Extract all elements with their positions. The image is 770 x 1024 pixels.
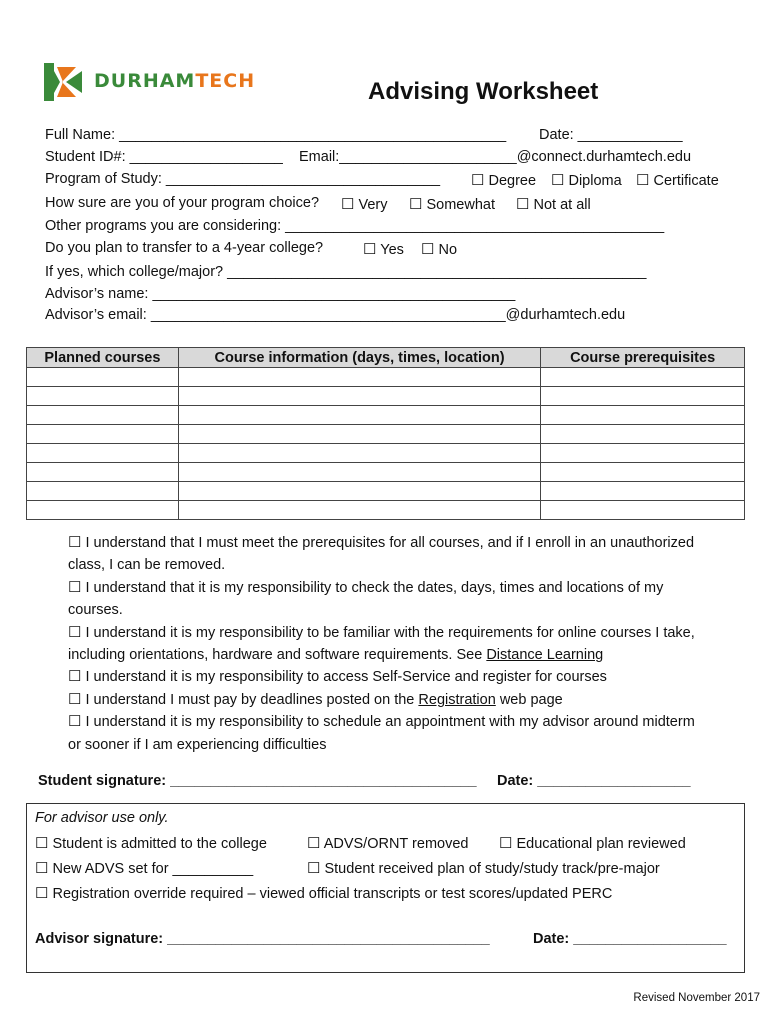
table-header-row — [27, 348, 745, 368]
program-degree-option[interactable] — [471, 171, 536, 189]
acknowledgement-text: I understand that it is my responsibility to check the dates, days, times and locations of my courses. — [68, 579, 664, 619]
acknowledgements — [68, 532, 708, 756]
column-header: Planned courses — [27, 348, 179, 368]
checkbox-icon[interactable]: ☐ — [35, 860, 49, 877]
student-id-field[interactable]: Student ID#: ___________________ — [45, 149, 283, 165]
table-cell[interactable] — [178, 387, 540, 406]
checkbox-icon[interactable]: ☐ — [409, 196, 423, 213]
table-cell[interactable] — [541, 406, 745, 425]
which-college-field[interactable]: If yes, which college/major? ____________________________________________________ — [45, 264, 647, 280]
table-cell[interactable] — [27, 406, 179, 425]
table-cell[interactable] — [541, 501, 745, 520]
checkbox-icon[interactable]: ☐ — [471, 172, 485, 189]
date-field[interactable]: Date: _____________ — [539, 127, 683, 143]
table-row — [27, 482, 745, 501]
checkbox-icon[interactable]: ☐ — [516, 196, 530, 213]
table-cell[interactable] — [541, 463, 745, 482]
table-cell[interactable] — [27, 482, 179, 501]
advisor-check-plan-reviewed[interactable] — [499, 834, 686, 852]
program-certificate-option[interactable] — [636, 171, 719, 189]
checkbox-icon[interactable]: ☐ — [68, 623, 82, 641]
option-label: ADVS/ORNT removed — [323, 836, 469, 852]
brand-name-tech: TECH — [195, 70, 256, 92]
checkbox-icon[interactable]: ☐ — [341, 196, 355, 213]
checkbox-icon[interactable]: ☐ — [307, 835, 321, 852]
table-row — [27, 444, 745, 463]
registration-link[interactable]: Registration — [418, 691, 496, 708]
acknowledgement-text: I understand that I must meet the prerequisites for all courses, and if I enroll in an unauthorized class, I can be removed. — [68, 535, 695, 574]
page-title: Advising Worksheet — [368, 78, 599, 105]
advisor-box-heading: For advisor use only. — [35, 810, 169, 826]
acknowledgement-text: I understand I must pay by deadlines posted on the — [85, 691, 415, 708]
option-label: Degree — [488, 173, 537, 189]
checkbox-icon[interactable]: ☐ — [421, 241, 435, 258]
acknowledgement-text: I understand it is my responsibility to be familiar with the requirements for online courses I take, including orientations, hardware and software requirements. See — [68, 624, 695, 664]
option-label: Educational plan reviewed — [516, 836, 686, 852]
email-field[interactable]: Email:______________________@connect.durhamtech.edu — [299, 149, 692, 165]
program-diploma-option[interactable] — [551, 171, 622, 189]
table-row — [27, 406, 745, 425]
table-cell[interactable] — [178, 425, 540, 444]
column-header: Course prerequisites — [541, 348, 745, 368]
acknowledgement-item — [68, 711, 708, 756]
table-cell[interactable] — [178, 463, 540, 482]
table-row — [27, 501, 745, 520]
acknowledgement-item — [68, 689, 708, 711]
transfer-question: Do you plan to transfer to a 4-year college? — [45, 240, 324, 256]
option-label: Yes — [380, 242, 404, 258]
option-label: Somewhat — [426, 197, 495, 213]
how-sure-very-option[interactable] — [341, 195, 388, 213]
option-label: Student is admitted to the college — [52, 836, 267, 852]
full-name-field[interactable]: Full Name: ________________________________________________ — [45, 127, 507, 143]
table-cell[interactable] — [27, 368, 179, 387]
acknowledgement-item — [68, 622, 708, 667]
table-cell[interactable] — [541, 425, 745, 444]
table-cell[interactable] — [27, 501, 179, 520]
advisor-signature-field[interactable]: Advisor signature: ________________________________________ — [35, 931, 490, 947]
table-cell[interactable] — [541, 368, 745, 387]
acknowledgement-text-after: web page — [499, 691, 563, 708]
advisor-check-advs-removed[interactable] — [307, 834, 468, 852]
table-cell[interactable] — [178, 482, 540, 501]
table-cell[interactable] — [178, 444, 540, 463]
option-label: Diploma — [568, 173, 622, 189]
option-label: New ADVS set for __________ — [52, 861, 254, 877]
acknowledgement-item — [68, 577, 708, 622]
course-table — [26, 347, 745, 520]
student-date-field[interactable]: Date: ___________________ — [497, 773, 691, 789]
table-cell[interactable] — [541, 387, 745, 406]
checkbox-icon[interactable]: ☐ — [551, 172, 565, 189]
transfer-yes-option[interactable] — [363, 240, 404, 258]
checkbox-icon[interactable]: ☐ — [35, 835, 49, 852]
table-cell[interactable] — [178, 501, 540, 520]
acknowledgement-item — [68, 532, 708, 577]
other-programs-field[interactable]: Other programs you are considering: _______________________________________________ — [45, 218, 665, 234]
table-cell[interactable] — [178, 368, 540, 387]
advisor-check-new-advs[interactable] — [35, 859, 253, 877]
durhamtech-logo-icon — [44, 63, 82, 101]
checkbox-icon[interactable]: ☐ — [307, 860, 321, 877]
table-cell[interactable] — [541, 482, 745, 501]
advisor-name-field[interactable]: Advisor’s name: _____________________________________________ — [45, 286, 516, 302]
table-cell[interactable] — [27, 425, 179, 444]
advisor-email-field[interactable]: Advisor’s email: ____________________________________________@durhamtech.edu — [45, 307, 626, 323]
checkbox-icon[interactable]: ☐ — [363, 241, 377, 258]
brand-name — [94, 70, 255, 92]
table-row — [27, 425, 745, 444]
option-label: Student received plan of study/study track/pre-major — [324, 861, 660, 877]
acknowledgement-text: I understand it is my responsibility to access Self-Service and register for courses — [85, 669, 607, 686]
table-cell[interactable] — [27, 444, 179, 463]
table-cell[interactable] — [178, 406, 540, 425]
checkbox-icon[interactable]: ☐ — [68, 578, 82, 596]
how-sure-somewhat-option[interactable] — [409, 195, 495, 213]
table-row — [27, 463, 745, 482]
table-cell[interactable] — [27, 463, 179, 482]
option-label: Not at all — [533, 197, 591, 213]
checkbox-icon[interactable]: ☐ — [68, 713, 82, 731]
checkbox-icon[interactable]: ☐ — [636, 172, 650, 189]
table-cell[interactable] — [27, 387, 179, 406]
advisor-date-field[interactable]: Date: ___________________ — [533, 931, 727, 947]
option-label: Registration override required – viewed official transcripts or test scores/updated PERC — [52, 886, 613, 902]
advisor-check-override[interactable] — [35, 884, 612, 902]
column-header: Course information (days, times, location) — [178, 348, 540, 368]
table-cell[interactable] — [541, 444, 745, 463]
checkbox-icon[interactable]: ☐ — [68, 668, 82, 686]
checkbox-icon[interactable]: ☐ — [68, 690, 82, 708]
brand-name-durham: DURHAM — [94, 70, 196, 92]
how-sure-question: How sure are you of your program choice? — [45, 195, 320, 211]
option-label: No — [438, 242, 458, 258]
advisor-check-plan-received[interactable] — [307, 859, 660, 877]
transfer-no-option[interactable] — [421, 240, 457, 258]
program-field[interactable]: Program of Study: __________________________________ — [45, 171, 441, 187]
checkbox-icon[interactable]: ☐ — [68, 534, 82, 551]
revision-note: Revised November 2017 — [633, 992, 760, 1004]
student-signature-field[interactable]: Student signature: ______________________________________ — [38, 773, 477, 789]
checkbox-icon[interactable]: ☐ — [35, 885, 49, 902]
option-label: Certificate — [653, 173, 719, 189]
acknowledgement-text: I understand it is my responsibility to schedule an appointment with my advisor around midterm or sooner if I am experiencing difficulties — [68, 714, 695, 753]
table-row — [27, 387, 745, 406]
option-label: Very — [358, 197, 388, 213]
advisor-check-admitted[interactable] — [35, 834, 267, 852]
distance-learning-link[interactable]: Distance Learning — [486, 647, 604, 664]
checkbox-icon[interactable]: ☐ — [499, 835, 513, 852]
table-row — [27, 368, 745, 387]
acknowledgement-item — [68, 666, 708, 688]
how-sure-not-at-all-option[interactable] — [516, 195, 591, 213]
